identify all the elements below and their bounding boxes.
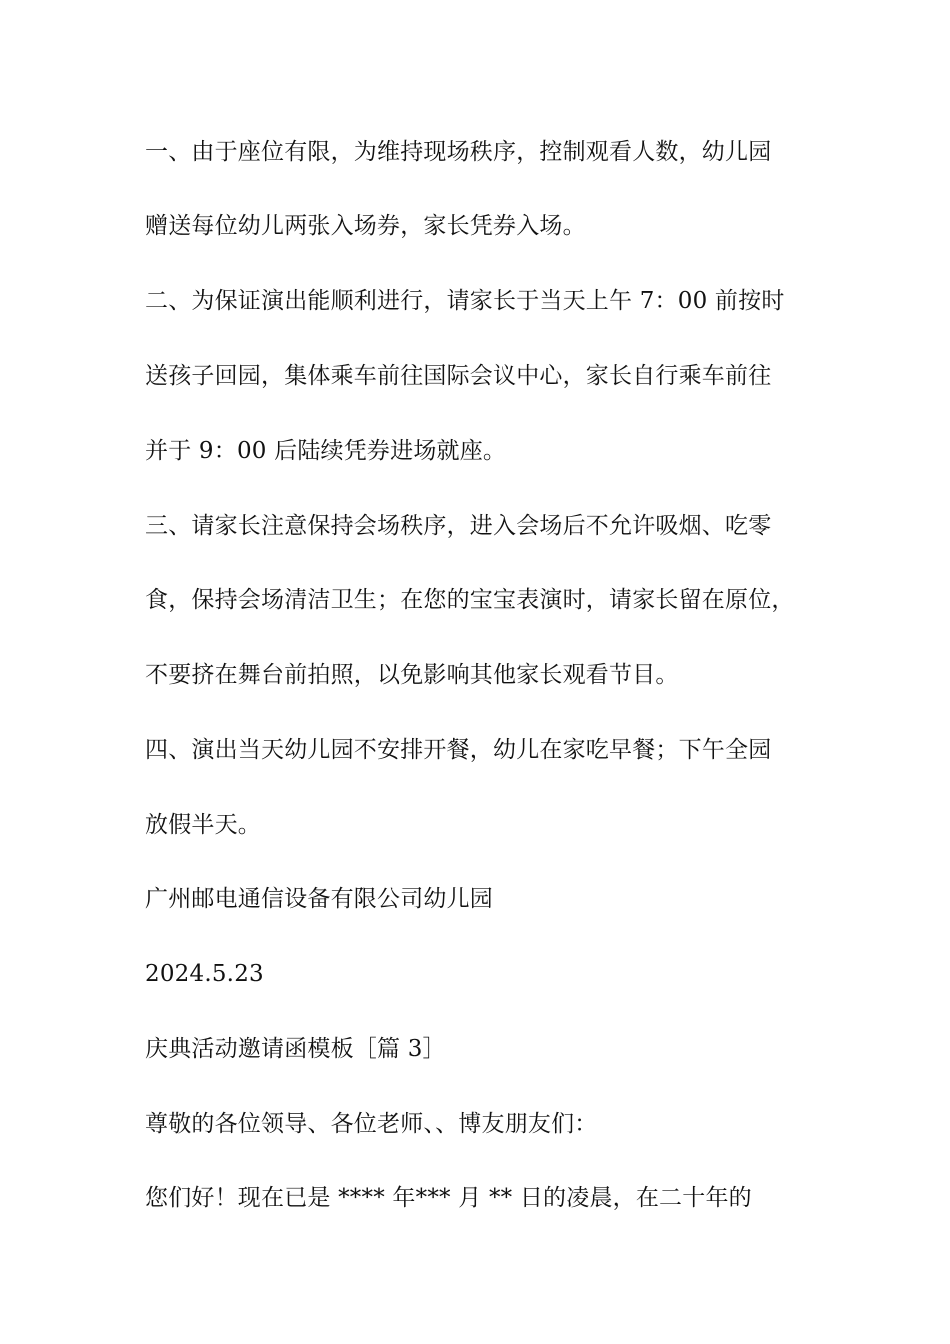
signature-organization: 广州邮电通信设备有限公司幼儿园 xyxy=(145,886,493,912)
section-title: 庆典活动邀请函模板［篇 3］ xyxy=(145,1036,446,1062)
salutation: 尊敬的各位领导、各位老师、、博友朋友们： xyxy=(145,1111,598,1137)
paragraph-3-line-3: 不要挤在舞台前拍照，以免影响其他家长观看节目。 xyxy=(145,662,679,688)
opening-paragraph-line-1: 您们好！现在已是 **** 年*** 月 ** 日的凌晨，在二十年的 xyxy=(145,1185,752,1211)
paragraph-2-line-1: 二、为保证演出能顺利进行，请家长于当天上午 7：00 前按时 xyxy=(145,288,785,314)
paragraph-3-line-2: 食，保持会场清洁卫生；在您的宝宝表演时，请家长留在原位， xyxy=(145,587,795,613)
paragraph-3-line-1: 三、请家长注意保持会场秩序，进入会场后不允许吸烟、吃零 xyxy=(145,513,772,539)
paragraph-4-line-1: 四、演出当天幼儿园不安排开餐，幼儿在家吃早餐；下午全园 xyxy=(145,737,772,763)
paragraph-2-line-2: 送孩子回园，集体乘车前往国际会议中心，家长自行乘车前往 xyxy=(145,363,772,389)
paragraph-2-line-3: 并于 9：00 后陆续凭券进场就座。 xyxy=(145,438,507,464)
signature-date: 2024.5.23 xyxy=(145,961,264,987)
paragraph-1-line-1: 一、由于座位有限，为维持现场秩序，控制观看人数，幼儿园 xyxy=(145,139,772,165)
paragraph-1-line-2: 赠送每位幼儿两张入场券，家长凭券入场。 xyxy=(145,213,586,239)
paragraph-4-line-2: 放假半天。 xyxy=(145,812,261,838)
